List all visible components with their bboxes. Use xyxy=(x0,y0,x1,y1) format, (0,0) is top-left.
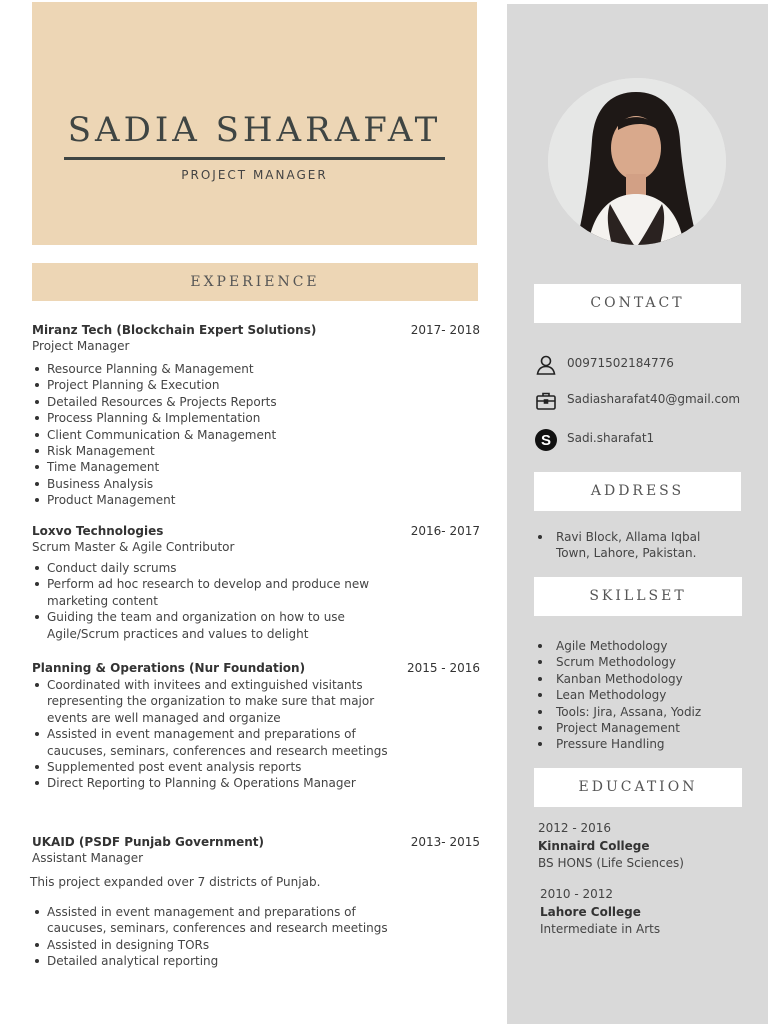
job-company: Miranz Tech (Blockchain Expert Solutions) xyxy=(32,323,317,337)
job-bullets xyxy=(32,361,332,509)
list-item: Assisted in event management and preparations of caucuses, seminars, conferences and research meetings xyxy=(32,904,392,937)
email-link[interactable]: Sadiasharafat40@gmail.com xyxy=(567,392,741,406)
phone-number: 00971502184776 xyxy=(567,356,674,370)
skill-item: Pressure Handling xyxy=(534,736,748,752)
education-school: Lahore College xyxy=(540,904,641,919)
list-item: Perform ad hoc research to develop and produce new marketing content xyxy=(32,576,377,609)
skill-item: Kanban Methodology xyxy=(534,671,748,687)
list-item: Client Communication & Management xyxy=(32,427,332,443)
job-role: Scrum Master & Agile Contributor xyxy=(32,540,235,554)
list-item: Resource Planning & Management xyxy=(32,361,332,377)
job-entry xyxy=(32,323,480,509)
address-line: Ravi Block, Allama Iqbal Town, Lahore, Pakistan. xyxy=(534,529,734,562)
skill-item: Agile Methodology xyxy=(534,638,748,654)
job-bullets xyxy=(32,904,392,970)
skill-item: Scrum Methodology xyxy=(534,654,748,670)
profile-photo xyxy=(548,78,726,245)
job-company: Planning & Operations (Nur Foundation) xyxy=(32,661,306,675)
list-item: Product Management xyxy=(32,492,332,508)
list-item: Coordinated with invitees and extinguished visitants representing the organization to make sure that major events are well managed and organize xyxy=(32,677,392,726)
skype-handle: Sadi.sharafat1 xyxy=(567,431,655,445)
education-years: 2012 - 2016 xyxy=(538,821,612,835)
skill-item: Lean Methodology xyxy=(534,687,748,703)
skill-item: Tools: Jira, Assana, Yodiz xyxy=(534,704,748,720)
job-bullets xyxy=(32,560,377,642)
skillset-heading: SKILLSET xyxy=(534,577,742,616)
job-title: PROJECT MANAGER xyxy=(181,168,328,182)
list-item: Supplemented post event analysis reports xyxy=(32,759,392,775)
education-school: Kinnaird College xyxy=(538,838,650,853)
education-heading: EDUCATION xyxy=(534,768,742,807)
list-item: Time Management xyxy=(32,459,332,475)
education-entry xyxy=(540,886,750,939)
job-company: Loxvo Technologies xyxy=(32,524,164,538)
list-item: Business Analysis xyxy=(32,476,332,492)
list-item: Assisted in event management and preparations of caucuses, seminars, conferences and research meetings xyxy=(32,726,392,759)
person-icon xyxy=(534,353,558,377)
education-degree: BS HONS (Life Sciences) xyxy=(538,856,684,870)
list-item: Direct Reporting to Planning & Operations Manager xyxy=(32,775,392,791)
skill-item: Project Management xyxy=(534,720,748,736)
job-dates: 2013- 2015 xyxy=(410,835,480,849)
name-divider xyxy=(64,157,445,160)
address-list xyxy=(534,529,734,562)
job-entry xyxy=(32,661,480,792)
list-item: Conduct daily scrums xyxy=(32,560,377,576)
address-heading: ADDRESS xyxy=(534,472,741,511)
svg-text:S: S xyxy=(540,432,552,449)
list-item: Risk Management xyxy=(32,443,332,459)
list-item: Assisted in designing TORs xyxy=(32,937,392,953)
contact-heading: CONTACT xyxy=(534,284,741,323)
job-bullets xyxy=(32,677,392,792)
list-item: Project Planning & Execution xyxy=(32,377,332,393)
job-role: Assistant Manager xyxy=(32,851,144,865)
skype-icon xyxy=(534,428,558,452)
job-dates: 2017- 2018 xyxy=(410,323,480,337)
name-header xyxy=(32,2,477,245)
job-dates: 2015 - 2016 xyxy=(406,661,480,675)
job-dates: 2016- 2017 xyxy=(410,524,480,538)
list-item: Detailed analytical reporting xyxy=(32,953,392,969)
education-degree: Intermediate in Arts xyxy=(540,922,661,936)
job-entry xyxy=(32,524,480,642)
job-role: Project Manager xyxy=(32,339,130,353)
list-item: Guiding the team and organization on how to use Agile/Scrum practices and values to delight xyxy=(32,609,377,642)
person-name: SADIA SHARAFAT xyxy=(67,110,442,150)
education-years: 2010 - 2012 xyxy=(540,887,614,901)
job-company: UKAID (PSDF Punjab Government) xyxy=(32,835,264,849)
briefcase-icon xyxy=(534,389,558,413)
job-note: This project expanded over 7 districts of Punjab. xyxy=(30,875,321,889)
experience-heading: EXPERIENCE xyxy=(32,263,478,301)
list-item: Detailed Resources & Projects Reports xyxy=(32,394,332,410)
job-entry xyxy=(32,835,480,970)
list-item: Process Planning & Implementation xyxy=(32,410,332,426)
education-entry xyxy=(538,820,748,873)
skillset-list xyxy=(534,638,748,753)
